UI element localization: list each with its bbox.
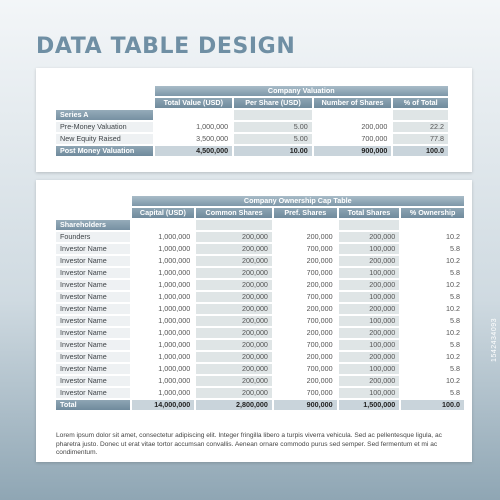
total-label: Post Money Valuation xyxy=(56,146,153,156)
table-cell: 1,000,000 xyxy=(132,316,195,326)
table-cell: 200,000 xyxy=(196,280,272,290)
table-cell: 200,000 xyxy=(196,328,272,338)
column-header: Per Share (USD) xyxy=(234,98,312,108)
table-cell: 10.2 xyxy=(401,280,464,290)
page-title: DATA TABLE DESIGN xyxy=(36,34,296,59)
table-cell: 200,000 xyxy=(196,388,272,398)
table-cell: 700,000 xyxy=(274,244,337,254)
table-cell: 700,000 xyxy=(274,316,337,326)
empty-cell xyxy=(314,110,392,120)
table-cell: 700,000 xyxy=(314,134,392,144)
table-cell: 100,000 xyxy=(339,340,400,350)
table-cell: 200,000 xyxy=(196,364,272,374)
table-cell: 200,000 xyxy=(196,256,272,266)
cap-table-body xyxy=(56,232,464,398)
table-cell: 200,000 xyxy=(339,328,400,338)
table-cell: 1,000,000 xyxy=(132,280,195,290)
table-cell: 200,000 xyxy=(274,328,337,338)
valuation-table xyxy=(54,84,450,158)
total-label: Total xyxy=(56,400,130,410)
table-cell: 3,500,000 xyxy=(155,134,233,144)
table-cell: 200,000 xyxy=(196,232,272,242)
table-cell: 200,000 xyxy=(196,376,272,386)
table-cell: 1,000,000 xyxy=(132,352,195,362)
table-cell: 5.00 xyxy=(234,122,312,132)
table-cell: 1,000,000 xyxy=(132,292,195,302)
table-cell: 100,000 xyxy=(339,364,400,374)
row-label: Investor Name xyxy=(56,376,130,386)
table-row xyxy=(56,122,448,132)
table-cell: 10.2 xyxy=(401,232,464,242)
section-label: Shareholders xyxy=(56,220,130,230)
row-label: New Equity Raised xyxy=(56,134,153,144)
cap-table-corner xyxy=(56,208,130,218)
column-header: Total Value (USD) xyxy=(155,98,233,108)
row-label: Investor Name xyxy=(56,388,130,398)
row-label: Investor Name xyxy=(56,268,130,278)
table-cell: 10.2 xyxy=(401,352,464,362)
table-row xyxy=(56,304,464,314)
table-row xyxy=(56,376,464,386)
column-header: % of Total xyxy=(393,98,448,108)
table-cell: 200,000 xyxy=(196,244,272,254)
table-cell: 5.8 xyxy=(401,292,464,302)
table-cell: 5.8 xyxy=(401,388,464,398)
section-label: Series A xyxy=(56,110,153,120)
table-row xyxy=(56,256,464,266)
valuation-title: Company Valuation xyxy=(155,86,448,96)
row-label: Investor Name xyxy=(56,280,130,290)
table-row xyxy=(56,244,464,254)
cap-table-corner xyxy=(56,196,130,206)
table-cell: 700,000 xyxy=(274,340,337,350)
valuation-corner xyxy=(56,98,153,108)
table-cell: 77.8 xyxy=(393,134,448,144)
table-cell: 5.8 xyxy=(401,316,464,326)
total-cell: 900,000 xyxy=(314,146,392,156)
table-row xyxy=(56,364,464,374)
table-cell: 1,000,000 xyxy=(132,328,195,338)
table-cell: 1,000,000 xyxy=(132,232,195,242)
cap-table-card xyxy=(36,180,472,462)
table-cell: 700,000 xyxy=(274,268,337,278)
row-label: Investor Name xyxy=(56,244,130,254)
table-cell: 200,000 xyxy=(339,304,400,314)
column-header: Common Shares xyxy=(196,208,272,218)
total-cell: 100.0 xyxy=(401,400,464,410)
empty-cell xyxy=(155,110,233,120)
row-label: Investor Name xyxy=(56,328,130,338)
table-cell: 200,000 xyxy=(274,376,337,386)
row-label: Investor Name xyxy=(56,340,130,350)
table-cell: 5.8 xyxy=(401,268,464,278)
total-cell: 1,500,000 xyxy=(339,400,400,410)
table-cell: 1,000,000 xyxy=(132,244,195,254)
table-row xyxy=(56,316,464,326)
row-label: Investor Name xyxy=(56,316,130,326)
table-cell: 200,000 xyxy=(196,268,272,278)
table-cell: 700,000 xyxy=(274,292,337,302)
table-cell: 200,000 xyxy=(274,256,337,266)
row-label: Investor Name xyxy=(56,352,130,362)
table-cell: 100,000 xyxy=(339,292,400,302)
table-cell: 200,000 xyxy=(274,280,337,290)
row-label: Investor Name xyxy=(56,364,130,374)
column-header: Capital (USD) xyxy=(132,208,195,218)
table-cell: 1,000,000 xyxy=(132,256,195,266)
column-header: % Ownership xyxy=(401,208,464,218)
total-cell: 100.0 xyxy=(393,146,448,156)
table-cell: 1,000,000 xyxy=(132,304,195,314)
table-row xyxy=(56,352,464,362)
table-cell: 200,000 xyxy=(196,292,272,302)
table-row xyxy=(56,340,464,350)
row-label: Investor Name xyxy=(56,292,130,302)
table-cell: 200,000 xyxy=(339,376,400,386)
table-cell: 200,000 xyxy=(314,122,392,132)
table-row xyxy=(56,232,464,242)
table-cell: 10.2 xyxy=(401,376,464,386)
table-row xyxy=(56,268,464,278)
empty-cell xyxy=(393,110,448,120)
table-cell: 700,000 xyxy=(274,388,337,398)
empty-cell xyxy=(401,220,464,230)
total-cell: 14,000,000 xyxy=(132,400,195,410)
total-row xyxy=(56,400,464,410)
valuation-corner xyxy=(56,86,153,96)
table-cell: 200,000 xyxy=(339,352,400,362)
row-label: Pre-Money Valuation xyxy=(56,122,153,132)
table-cell: 200,000 xyxy=(196,304,272,314)
table-cell: 1,000,000 xyxy=(132,388,195,398)
empty-cell xyxy=(274,220,337,230)
table-cell: 10.2 xyxy=(401,304,464,314)
table-cell: 22.2 xyxy=(393,122,448,132)
cap-table xyxy=(54,194,466,412)
table-cell: 5.8 xyxy=(401,364,464,374)
table-cell: 5.8 xyxy=(401,244,464,254)
total-cell: 900,000 xyxy=(274,400,337,410)
table-cell: 200,000 xyxy=(196,316,272,326)
table-cell: 200,000 xyxy=(339,280,400,290)
table-cell: 200,000 xyxy=(196,352,272,362)
table-cell: 5.00 xyxy=(234,134,312,144)
table-cell: 1,000,000 xyxy=(155,122,233,132)
row-label: Investor Name xyxy=(56,256,130,266)
table-cell: 200,000 xyxy=(339,256,400,266)
table-cell: 1,000,000 xyxy=(132,268,195,278)
column-header: Total Shares xyxy=(339,208,400,218)
row-label: Investor Name xyxy=(56,304,130,314)
table-cell: 200,000 xyxy=(274,352,337,362)
table-row xyxy=(56,134,448,144)
stock-id: 1542434093 xyxy=(491,318,498,362)
column-header: Pref. Shares xyxy=(274,208,337,218)
total-cell: 2,800,000 xyxy=(196,400,272,410)
table-cell: 100,000 xyxy=(339,388,400,398)
column-header: Number of Shares xyxy=(314,98,392,108)
table-cell: 200,000 xyxy=(274,232,337,242)
table-cell: 100,000 xyxy=(339,268,400,278)
empty-cell xyxy=(339,220,400,230)
table-cell: 100,000 xyxy=(339,316,400,326)
table-cell: 10.2 xyxy=(401,256,464,266)
table-row xyxy=(56,388,464,398)
table-cell: 1,000,000 xyxy=(132,364,195,374)
footnote-text: Lorem ipsum dolor sit amet, consectetur adipiscing elit. Integer fringilla libero a turpis viverra vehicula. Sed ac pellentesque ligula, ac pharetra justo. Donec ut erat vitae tortor accumsan convallis. Aenean ornare commodo purus sed semper. Sed fermentum et mi ac condimentum. xyxy=(56,432,442,456)
total-row xyxy=(56,146,448,156)
table-row xyxy=(56,292,464,302)
empty-cell xyxy=(234,110,312,120)
table-cell: 1,000,000 xyxy=(132,340,195,350)
valuation-card xyxy=(36,68,472,172)
table-row xyxy=(56,328,464,338)
empty-cell xyxy=(132,220,195,230)
table-cell: 100,000 xyxy=(339,244,400,254)
row-label: Founders xyxy=(56,232,130,242)
empty-cell xyxy=(196,220,272,230)
table-cell: 1,000,000 xyxy=(132,376,195,386)
table-cell: 5.8 xyxy=(401,340,464,350)
table-row xyxy=(56,280,464,290)
cap-table-title: Company Ownership Cap Table xyxy=(132,196,464,206)
table-cell: 200,000 xyxy=(196,340,272,350)
total-cell: 10.00 xyxy=(234,146,312,156)
table-cell: 200,000 xyxy=(274,304,337,314)
total-cell: 4,500,000 xyxy=(155,146,233,156)
table-cell: 700,000 xyxy=(274,364,337,374)
table-cell: 200,000 xyxy=(339,232,400,242)
table-cell: 10.2 xyxy=(401,328,464,338)
